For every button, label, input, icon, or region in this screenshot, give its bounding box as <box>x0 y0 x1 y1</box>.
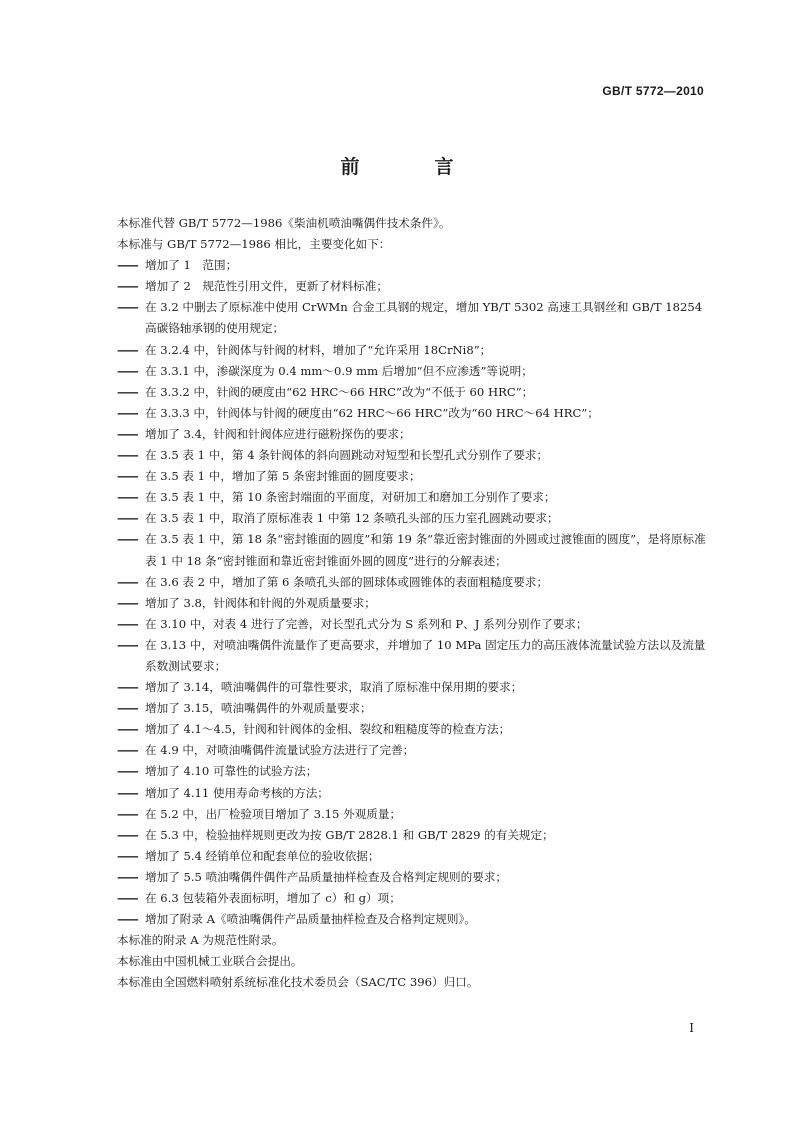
page-number: I <box>689 1021 694 1035</box>
change-item <box>117 677 709 698</box>
intro-paragraph: 本标准与 GB/T 5772—1986 相比，主要变化如下： <box>117 237 391 252</box>
dash-marker: —— <box>117 469 138 484</box>
dash-marker: —— <box>117 848 138 863</box>
change-item <box>117 487 709 508</box>
change-item <box>117 255 709 276</box>
dash-marker: —— <box>117 869 138 884</box>
change-text: 增加了 5.5 喷油嘴偶件偶件产品质量抽样检查及合格判定规则的要求； <box>145 869 508 884</box>
dash-marker: —— <box>117 448 138 463</box>
change-item <box>117 382 709 403</box>
change-text: 在 3.5 表 1 中，第 4 条针阀体的斜向圆跳动对短型和长型孔式分别作了要求； <box>145 448 549 463</box>
dash-marker: —— <box>117 279 138 294</box>
dash-marker: —— <box>117 891 138 905</box>
change-text: 增加了 3.4，针阀和针阀体应进行磁粉探伤的要求； <box>145 426 411 441</box>
dash-marker: —— <box>117 743 138 758</box>
change-item <box>117 340 709 361</box>
change-item <box>117 361 709 382</box>
change-text: 增加了 4.10 可靠性的试验方法； <box>145 764 318 779</box>
change-item <box>117 297 709 339</box>
dash-marker: —— <box>117 405 138 420</box>
closing-paragraph: 本标准由中国机械工业联合会提出。 <box>117 954 303 969</box>
change-item <box>117 276 709 297</box>
change-text: 在 3.5 表 1 中，增加了第 5 条密封锥面的圆度要求； <box>145 469 421 484</box>
change-text: 在 3.5 表 1 中，第 10 条密封端面的平面度，对研加工和磨加工分别作了要求； <box>145 490 556 505</box>
dash-marker: —— <box>117 384 138 399</box>
change-text: 增加了 2 规范性引用文件，更新了材料标准； <box>145 279 388 294</box>
change-text: 在 3.3.3 中，针阀体与针阀的硬度由“62 HRC～66 HRC”改为“60 HRC～64 HRC”； <box>145 405 599 420</box>
dash-marker: —— <box>117 426 138 441</box>
change-item <box>117 825 709 846</box>
closing-paragraph: 本标准由全国燃料喷射系统标准化技术委员会（SAC/TC 396）归口。 <box>117 975 479 990</box>
change-item <box>117 783 709 804</box>
page-title: 前 言 <box>340 156 482 178</box>
dash-marker: —— <box>117 342 138 357</box>
dash-marker: —— <box>117 300 138 315</box>
change-item <box>117 593 709 614</box>
dash-marker: —— <box>117 722 138 737</box>
closing-paragraph: 本标准的附录 A 为规范性附录。 <box>117 933 284 948</box>
change-list <box>117 255 709 930</box>
dash-marker: —— <box>117 701 138 716</box>
dash-marker: —— <box>117 258 138 273</box>
change-item <box>117 424 709 445</box>
change-text: 在 3.3.2 中，针阀的硬度由“62 HRC～66 HRC”改为“不低于 60 HRC”； <box>145 384 534 399</box>
change-item <box>117 445 709 466</box>
change-text: 在 5.3 中，检验抽样规则更改为按 GB/T 2828.1 和 GB/T 2829 的有关规定； <box>145 827 554 842</box>
change-item <box>117 740 709 761</box>
change-text: 在 3.5 表 1 中，取消了原标准表 1 中第 12 条喷孔头部的压力室孔圆跳动要求； <box>145 511 559 526</box>
dash-marker: —— <box>117 637 138 652</box>
change-item <box>117 635 709 677</box>
dash-marker: —— <box>117 764 138 779</box>
change-text: 在 3.2.4 中，针阀体与针阀的材料，增加了“允许采用 18CrNi8”； <box>145 342 492 357</box>
change-text: 增加了 3.8，针阀体和针阀的外观质量要求； <box>145 595 376 610</box>
change-item <box>117 698 709 719</box>
change-item <box>117 508 709 529</box>
dash-marker: —— <box>117 827 138 842</box>
change-item <box>117 888 709 909</box>
dash-marker: —— <box>117 595 138 610</box>
change-item <box>117 867 709 888</box>
change-text: 在 3.3.1 中，渗碳深度为 0.4 mm～0.9 mm 后增加“但不应渗透”等说明； <box>145 363 533 378</box>
change-item <box>117 761 709 782</box>
dash-marker: —— <box>117 574 138 589</box>
change-text: 增加了 5.4 经销单位和配套单位的验收依据； <box>145 848 380 863</box>
change-text: 在 3.5 表 1 中，第 18 条“密封锥面的圆度”和第 19 条“靠近密封锥面的外圆或过渡锥面的圆度”，是将原标准表 1 中 18 条“密封锥面和靠近密封锥面外圆的圆度”进行的分解表述； <box>145 532 706 568</box>
change-item <box>117 909 709 930</box>
change-item <box>117 614 709 635</box>
change-item <box>117 719 709 740</box>
change-text: 增加了 4.11 使用寿命考核的方法； <box>145 785 329 800</box>
change-text: 在 3.10 中，对表 4 进行了完善，对长型孔式分为 S 系列和 P、J 系列分别作了要求； <box>145 616 588 631</box>
change-text: 在 6.3 包装箱外表面标明，增加了 c）和 g）项； <box>145 891 401 905</box>
dash-marker: —— <box>117 511 138 526</box>
dash-marker: —— <box>117 912 138 927</box>
change-item <box>117 572 709 593</box>
change-item <box>117 403 709 424</box>
change-text: 在 4.9 中，对喷油嘴偶件流量试验方法进行了完善； <box>145 743 415 758</box>
change-item <box>117 529 709 571</box>
dash-marker: —— <box>117 806 138 821</box>
intro-paragraph: 本标准代替 GB/T 5772—1986《柴油机喷油嘴偶件技术条件》。 <box>117 216 451 230</box>
change-item <box>117 804 709 825</box>
change-text: 在 3.13 中，对喷油嘴偶件流量作了更高要求，并增加了 10 MPa 固定压力的高压液体流量试验方法以及流量系数测试要求； <box>145 637 706 673</box>
change-text: 在 3.2 中删去了原标准中使用 CrWMn 合金工具钢的规定，增加 YB/T 5302 高速工具钢丝和 GB/T 18254 高碳铬轴承钢的使用规定； <box>145 300 703 336</box>
document-body <box>117 213 709 993</box>
dash-marker: —— <box>117 490 138 505</box>
change-text: 增加了 3.14，喷油嘴偶件的可靠性要求，取消了原标准中保用期的要求； <box>145 680 523 695</box>
change-item <box>117 466 709 487</box>
change-text: 在 3.6 表 2 中，增加了第 6 条喷孔头部的圆球体或圆锥体的表面粗糙度要求； <box>145 574 549 589</box>
change-text: 增加了附录 A《喷油嘴偶件产品质量抽样检查及合格判定规则》。 <box>145 912 476 927</box>
change-text: 在 5.2 中，出厂检验项目增加了 3.15 外观质量； <box>145 806 402 821</box>
standard-code: GB/T 5772—2010 <box>602 84 704 98</box>
change-text: 增加了 3.15，喷油嘴偶件的外观质量要求； <box>145 701 372 716</box>
change-text: 增加了 4.1～4.5，针阀和针阀体的金相、裂纹和粗糙度等的检查方法； <box>145 722 511 737</box>
change-item <box>117 846 709 867</box>
dash-marker: —— <box>117 363 138 378</box>
dash-marker: —— <box>117 785 138 800</box>
dash-marker: —— <box>117 680 138 695</box>
dash-marker: —— <box>117 616 138 631</box>
change-text: 增加了 1 范围； <box>145 258 238 273</box>
dash-marker: —— <box>117 532 138 547</box>
